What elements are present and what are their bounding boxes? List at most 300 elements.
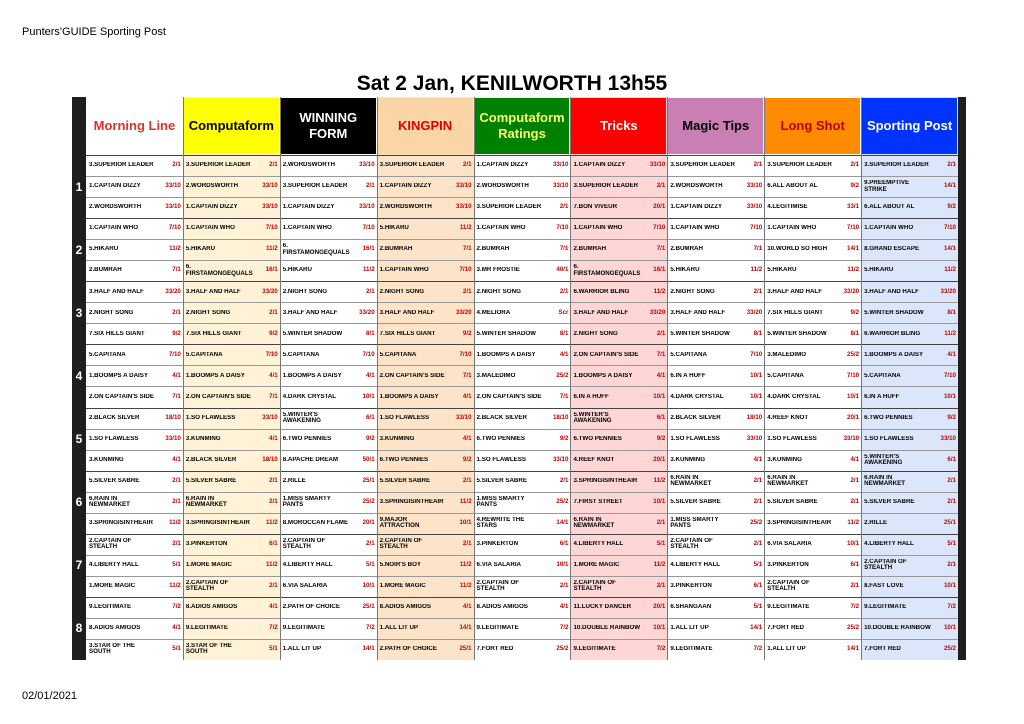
- odds: 10/1: [943, 624, 956, 632]
- race-number: 1: [75, 179, 83, 194]
- horse-name: 10.DOUBLE RAINBOW: [573, 625, 641, 632]
- tip-cell: [280, 386, 377, 407]
- tip-cell: [377, 555, 474, 576]
- horse-name: 5.SILVER SABRE: [864, 498, 915, 505]
- horse-name: 7.FORT RED: [864, 646, 901, 653]
- tip-cell: [183, 450, 280, 471]
- horse-name: 5.WINTER SHADOW: [767, 330, 827, 337]
- tip-cell: [474, 471, 571, 492]
- horse-name: 3.HALF AND HALF: [282, 309, 338, 316]
- odds: 7/10: [265, 350, 278, 358]
- tip-cell: [280, 450, 377, 471]
- tip-cell: [183, 618, 280, 639]
- tip-cell: [861, 239, 958, 260]
- tip-cell: [86, 534, 183, 555]
- odds: Scr: [558, 308, 569, 316]
- tip-cell: [861, 534, 958, 555]
- tip-cell: [474, 386, 571, 407]
- column-header: WINNING FORM: [281, 98, 376, 154]
- tip-cell: [764, 197, 861, 218]
- odds: 5/1: [366, 561, 375, 569]
- odds: 2/1: [753, 497, 763, 505]
- horse-name: 1.MISS SMARTY PANTS: [670, 516, 719, 530]
- odds: 2/1: [656, 582, 666, 590]
- tip-cell: [183, 429, 280, 450]
- tip-cell: [570, 534, 667, 555]
- tip-cell: [667, 365, 764, 386]
- tip-cell: [86, 281, 183, 302]
- tip-cell: [861, 618, 958, 639]
- odds: 2/1: [753, 540, 763, 548]
- horse-name: 3.KUNMING: [185, 435, 221, 442]
- horse-name: 5.WINTER SHADOW: [282, 330, 343, 337]
- odds: 7/10: [943, 371, 956, 379]
- horse-name: 4.REEF KNOT: [573, 456, 615, 463]
- horse-name: 7.SIX HILLS GIANT: [379, 330, 436, 337]
- tip-cell: [280, 513, 377, 534]
- odds: 5/1: [947, 540, 956, 548]
- tip-cell: [667, 513, 764, 534]
- odds: 10/1: [653, 624, 666, 632]
- horse-name: 2.BUMRAH: [573, 246, 607, 253]
- horse-name: 3.SUPERIOR LEADER: [89, 162, 154, 169]
- horse-name: 4.LIBERTY HALL: [89, 562, 139, 569]
- odds: 2/1: [462, 476, 472, 484]
- tip-cell: [86, 471, 183, 492]
- tip-cell: [280, 618, 377, 639]
- odds: 2/1: [172, 161, 181, 169]
- odds: 18/10: [165, 413, 181, 421]
- horse-name: 6.IN A HUFF: [670, 372, 706, 379]
- horse-name: 5.HIKARU: [282, 267, 312, 274]
- odds: 9/2: [462, 455, 472, 463]
- race-number: 3: [75, 305, 83, 320]
- horse-name: 3.SPRINGISINTHEAIR: [573, 477, 638, 484]
- odds: 2/1: [947, 161, 956, 169]
- horse-name: 4.LIBERTY HALL: [282, 562, 333, 569]
- horse-name: 9.LEGITIMATE: [185, 625, 229, 632]
- tip-cell: [183, 281, 280, 302]
- tip-cell: [280, 597, 377, 618]
- odds: 11/2: [847, 518, 860, 526]
- tip-cell: [667, 218, 764, 239]
- odds: 33/10: [940, 434, 956, 442]
- horse-name: 1.SO FLAWLESS: [670, 435, 720, 442]
- tip-cell: [377, 344, 474, 365]
- tip-cell: [377, 492, 474, 513]
- tip-cell: [86, 492, 183, 513]
- tip-cell: [861, 281, 958, 302]
- odds: 2/1: [559, 287, 569, 295]
- tip-cell: [86, 618, 183, 639]
- odds: 14/1: [847, 645, 860, 653]
- odds: 9/2: [850, 308, 860, 316]
- tip-cell: [280, 302, 377, 323]
- horse-name: 2.BUMRAH: [379, 246, 413, 253]
- column-separator: [764, 97, 765, 660]
- odds: 10/1: [847, 392, 860, 400]
- horse-name: 3.KUNMING: [767, 456, 802, 463]
- tip-cell: [183, 218, 280, 239]
- odds: 2/1: [462, 161, 472, 169]
- tip-cell: [861, 597, 958, 618]
- tip-cell: [377, 176, 474, 197]
- horse-name: 3.MALEDIMO: [476, 372, 516, 379]
- column-separator: [474, 97, 475, 660]
- tip-cell: [86, 344, 183, 365]
- odds: 10/1: [653, 392, 666, 400]
- tip-cell: [667, 597, 764, 618]
- column-header: Computaform: [184, 98, 279, 154]
- odds: 33/10: [165, 434, 181, 442]
- horse-name: 2.CAPTAIN OF STEALTH: [89, 537, 132, 551]
- odds: 9/2: [462, 329, 472, 337]
- tip-cell: [86, 155, 183, 176]
- tip-cell: [764, 323, 861, 344]
- horse-name: 3.STAR OF THE SOUTH: [89, 642, 135, 656]
- tip-cell: [377, 155, 474, 176]
- odds: 33/1: [847, 203, 860, 211]
- odds: 7/10: [653, 224, 666, 232]
- tip-cell: [377, 302, 474, 323]
- horse-name: 4.LIBERTY HALL: [573, 541, 624, 548]
- odds: 9/2: [269, 329, 278, 337]
- tip-cell: [280, 534, 377, 555]
- odds: 11/2: [847, 266, 860, 274]
- horse-name: 9.LEGITIMATE: [864, 604, 907, 611]
- horse-name: 2.BUMRAH: [89, 267, 122, 274]
- horse-name: 3.PINKERTON: [185, 541, 228, 548]
- tip-cell: [474, 323, 571, 344]
- odds: 7/10: [847, 371, 860, 379]
- odds: 8/1: [559, 329, 569, 337]
- horse-name: 7.FORT RED: [767, 625, 805, 632]
- odds: 11/2: [653, 476, 666, 484]
- odds: 10/1: [943, 582, 956, 590]
- tip-cell: [570, 281, 667, 302]
- horse-name: 6.RAIN IN NEWMARKET: [670, 474, 712, 488]
- horse-name: 7.SIX HILLS GIANT: [185, 330, 242, 337]
- race-separator: [86, 281, 958, 282]
- horse-name: 6.IN A HUFF: [864, 393, 900, 400]
- tip-cell: [764, 260, 861, 281]
- odds: 33/20: [940, 287, 956, 295]
- horse-name: 2.BLACK SILVER: [185, 456, 237, 463]
- odds: 9/2: [947, 203, 956, 211]
- tip-cell: [570, 218, 667, 239]
- odds: 7/10: [459, 266, 472, 274]
- tip-cell: [570, 365, 667, 386]
- tip-cell: [474, 197, 571, 218]
- odds: 7/2: [753, 645, 763, 653]
- tip-cell: [764, 576, 861, 597]
- horse-name: 2.NIGHT SONG: [185, 309, 231, 316]
- odds: 7/10: [265, 224, 278, 232]
- tip-cell: [377, 239, 474, 260]
- tip-cell: [183, 365, 280, 386]
- odds: 7/10: [168, 224, 181, 232]
- horse-name: 3.PINKERTON: [670, 583, 712, 590]
- odds: 6/1: [850, 561, 860, 569]
- odds: 4/1: [947, 350, 956, 358]
- horse-name: 3.HALF AND HALF: [767, 288, 822, 295]
- row-separator: [86, 429, 958, 430]
- odds: 7/10: [750, 350, 763, 358]
- tip-cell: [183, 344, 280, 365]
- row-separator: [86, 197, 958, 198]
- horse-name: 9.LEGITIMATE: [670, 646, 713, 653]
- horse-name: 3.KUNMING: [89, 456, 124, 463]
- tip-cell: [667, 176, 764, 197]
- odds: 2/1: [850, 497, 860, 505]
- odds: 4/1: [172, 371, 181, 379]
- odds: 2/1: [753, 476, 763, 484]
- horse-name: 2.BLACK SILVER: [89, 414, 140, 421]
- horse-name: 8.ADIOS AMIGOS: [476, 604, 528, 611]
- odds: 11/2: [362, 266, 375, 274]
- tip-cell: [183, 471, 280, 492]
- odds: 33/10: [359, 203, 375, 211]
- horse-name: 8.ADIOS AMIGOS: [89, 625, 141, 632]
- tip-cell: [183, 386, 280, 407]
- tip-cell: [377, 618, 474, 639]
- horse-name: 5.CAPITANA: [864, 372, 901, 379]
- tip-cell: [570, 618, 667, 639]
- horse-name: 5.SILVER SABRE: [670, 498, 721, 505]
- horse-name: 3.SUPERIOR LEADER: [767, 162, 832, 169]
- horse-name: 2.WORDSWORTH: [282, 162, 336, 169]
- row-separator: [86, 323, 958, 324]
- horse-name: 4.MELIORA: [476, 309, 511, 316]
- odds: 2/1: [656, 182, 666, 190]
- row-separator: [86, 450, 958, 451]
- odds: 25/2: [847, 624, 860, 632]
- tip-cell: [861, 492, 958, 513]
- horse-name: 9.LEGITIMATE: [573, 646, 616, 653]
- horse-name: 3.SPRINGISINTHEAIR: [185, 519, 250, 526]
- tip-cell: [474, 218, 571, 239]
- horse-name: 6.ALL ABOUT AL: [767, 183, 818, 190]
- horse-name: 1.ALL LIT UP: [767, 646, 806, 653]
- horse-name: 5.WINTER SHADOW: [476, 330, 537, 337]
- tip-cell: [183, 155, 280, 176]
- odds: 33/10: [746, 203, 763, 211]
- tip-cell: [570, 429, 667, 450]
- horse-name: 4.REWRITE THE STARS: [476, 516, 525, 530]
- tip-cell: [861, 450, 958, 471]
- tip-cell: [861, 323, 958, 344]
- horse-name: 6.TWO PENNIES: [379, 456, 429, 463]
- odds: 14/1: [943, 245, 956, 253]
- tip-cell: [764, 471, 861, 492]
- odds: 25/1: [362, 603, 375, 611]
- tip-cell: [570, 155, 667, 176]
- odds: 4/1: [462, 603, 472, 611]
- tip-cell: [377, 218, 474, 239]
- odds: 40/1: [556, 266, 569, 274]
- horse-name: 6.WARRIOR BLING: [573, 288, 630, 295]
- horse-name: 1.SO FLAWLESS: [89, 435, 139, 442]
- odds: 2/1: [656, 329, 666, 337]
- horse-name: 5.CAPITANA: [185, 351, 223, 358]
- odds: 11/2: [266, 561, 278, 569]
- tip-cell: [377, 281, 474, 302]
- horse-name: 3.PINKERTON: [476, 541, 519, 548]
- odds: 2/1: [269, 161, 278, 169]
- tip-cell: [280, 260, 377, 281]
- horse-name: 5.CAPITANA: [282, 351, 320, 358]
- race-separator: [86, 408, 958, 409]
- odds: 25/2: [847, 350, 860, 358]
- horse-name: 9.MAJOR ATTRACTION: [379, 516, 420, 530]
- tip-cell: [667, 492, 764, 513]
- tip-cell: [86, 576, 183, 597]
- horse-name: 3.SUPERIOR LEADER: [573, 183, 639, 190]
- tip-cell: [764, 555, 861, 576]
- tip-cell: [183, 513, 280, 534]
- odds: 33/10: [456, 413, 472, 421]
- horse-name: 3.HALF AND HALF: [379, 309, 435, 316]
- tip-cell: [667, 386, 764, 407]
- tip-cell: [474, 576, 571, 597]
- horse-name: 1.CAPTAIN WHO: [185, 225, 235, 232]
- tip-cell: [764, 513, 861, 534]
- odds: 4/1: [366, 371, 375, 379]
- odds: 5/1: [753, 561, 763, 569]
- horse-name: 6.RAIN IN NEWMARKET: [573, 516, 615, 530]
- horse-name: 1.BOOMPS A DAISY: [864, 351, 924, 358]
- odds: 25/2: [362, 497, 375, 505]
- odds: 7/2: [366, 624, 375, 632]
- horse-name: 3.HALF AND HALF: [864, 288, 919, 295]
- odds: 11/2: [653, 561, 666, 569]
- horse-name: 6.VIA SALARIA: [767, 541, 812, 548]
- tip-cell: [667, 576, 764, 597]
- horse-name: 1.ALL LIT UP: [379, 625, 419, 632]
- odds: 50/1: [362, 455, 375, 463]
- column-header: Long Shot: [765, 98, 860, 154]
- side-bar: [958, 97, 966, 660]
- horse-name: 1.CAPTAIN WHO: [864, 225, 914, 232]
- tip-cell: [377, 365, 474, 386]
- odds: 4/1: [269, 603, 278, 611]
- horse-name: 2.NIGHT SONG: [573, 330, 618, 337]
- odds: 20/1: [653, 455, 666, 463]
- tip-cell: [377, 429, 474, 450]
- odds: 18/10: [746, 413, 763, 421]
- tip-cell: [86, 597, 183, 618]
- column-separator: [667, 97, 668, 660]
- tip-cell: [183, 534, 280, 555]
- odds: 4/1: [753, 455, 763, 463]
- tip-cell: [86, 555, 183, 576]
- odds: 7/10: [459, 350, 472, 358]
- odds: 9/2: [947, 413, 956, 421]
- odds: 9/2: [366, 434, 375, 442]
- horse-name: 6.TWO PENNIES: [864, 414, 913, 421]
- odds: 10/1: [556, 561, 569, 569]
- tip-cell: [861, 639, 958, 660]
- horse-name: 1.BOOMPS A DAISY: [185, 372, 245, 379]
- column-separator: [280, 97, 281, 660]
- odds: 2/1: [172, 540, 181, 548]
- tip-cell: [861, 555, 958, 576]
- tip-cell: [183, 639, 280, 660]
- column-header: Tricks: [571, 98, 666, 154]
- page-title: Sat 2 Jan, KENILWORTH 13h55: [356, 72, 668, 95]
- tip-cell: [377, 513, 474, 534]
- odds: 16/1: [653, 266, 666, 274]
- odds: 7/2: [947, 603, 956, 611]
- odds: 4/1: [850, 455, 860, 463]
- row-separator: [86, 386, 958, 387]
- tip-cell: [570, 197, 667, 218]
- horse-name: 5.WINTER'S AWAKENING: [864, 453, 903, 467]
- tip-cell: [570, 408, 667, 429]
- row-separator: [86, 176, 958, 177]
- odds: 11/2: [459, 582, 472, 590]
- odds: 11/2: [459, 224, 472, 232]
- tip-cell: [570, 302, 667, 323]
- odds: 7/10: [943, 224, 956, 232]
- tip-cell: [474, 239, 571, 260]
- odds: 18/10: [552, 413, 569, 421]
- horse-name: 1.SO FLAWLESS: [185, 414, 236, 421]
- tip-cell: [764, 344, 861, 365]
- column-header: Magic Tips: [668, 98, 763, 154]
- horse-name: 3.HALF AND HALF: [670, 309, 726, 316]
- tip-cell: [474, 281, 571, 302]
- race-separator: [86, 534, 958, 535]
- tip-cell: [183, 260, 280, 281]
- odds: 4/1: [656, 371, 666, 379]
- tip-cell: [764, 450, 861, 471]
- horse-name: 2.CAPTAIN OF STEALTH: [573, 579, 616, 593]
- race-number: 8: [75, 621, 83, 636]
- odds: 7/1: [172, 266, 181, 274]
- odds: 14/1: [362, 645, 375, 653]
- horse-name: 4.DARK CRYSTAL: [767, 393, 821, 400]
- row-separator: [86, 555, 958, 556]
- horse-name: 6.WARRIOR BLING: [864, 330, 921, 337]
- row-separator: [86, 576, 958, 577]
- column-separator: [183, 97, 184, 660]
- horse-name: 4.LEGITIMISE: [767, 204, 808, 211]
- odds: 25/2: [750, 518, 763, 526]
- odds: 14/1: [943, 182, 956, 190]
- tip-cell: [86, 639, 183, 660]
- horse-name: 2.PATH OF CHOICE: [379, 646, 437, 653]
- horse-name: 5.SILVER SABRE: [185, 477, 237, 484]
- horse-name: 6.VIA SALARIA: [476, 562, 522, 569]
- odds: 2/1: [753, 161, 763, 169]
- horse-name: 3.SPRINGISINTHEAIR: [767, 519, 832, 526]
- horse-name: 2.WORDSWORTH: [670, 183, 723, 190]
- tip-cell: [474, 429, 571, 450]
- tip-cell: [667, 471, 764, 492]
- horse-name: 1.CAPTAIN WHO: [670, 225, 720, 232]
- tip-cell: [861, 176, 958, 197]
- odds: 2/1: [172, 476, 181, 484]
- horse-name: 4.REEF KNOT: [767, 414, 809, 421]
- odds: 2/1: [269, 308, 278, 316]
- odds: 6/1: [656, 413, 666, 421]
- tip-cell: [570, 386, 667, 407]
- odds: 11/2: [169, 518, 181, 526]
- tip-cell: [861, 576, 958, 597]
- horse-name: 1.CAPTAIN DIZZY: [573, 162, 626, 169]
- tip-cell: [861, 302, 958, 323]
